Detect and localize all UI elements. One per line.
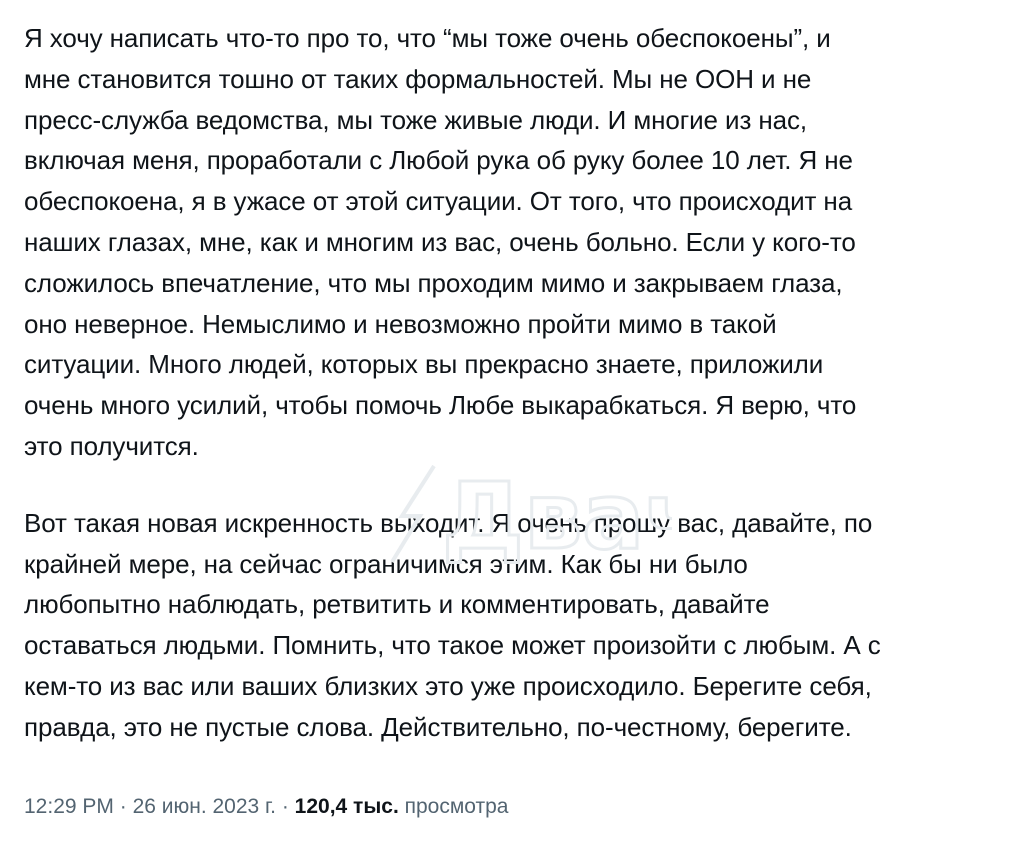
post-paragraph-2: Вот такая новая искренность выходит. Я очень прошу вас, давайте, по крайней мере, на сейчас ограничимся этим. Как бы ни было любопытно наблюдать, ретвитить и комментировать, давайте оставаться людьми. Помнить, что такое может произойти с любым. А с кем-то из вас или ваших близких это уже происходило. Берегите себя, правда, это не пустые слова. Действительно, по-честному, берегите. xyxy=(24,507,881,742)
meta-separator: · xyxy=(113,795,133,818)
post-time[interactable]: 12:29 PM xyxy=(24,795,114,818)
views-label: просмотра xyxy=(404,795,509,818)
meta-separator-2: · xyxy=(275,795,295,818)
post-paragraph-1: Я хочу написать что-то про то, что “мы тоже очень обеспокоены”, и мне становится тошно от таких формальностей. Мы не ООН и не пресс-служба ведомства, мы тоже живые люди. И многие из нас, включая меня, проработали с Любой рука об руку более 10 лет. Я не обеспокоена, я в ужасе от этой ситуации. От того, что происходит на наших глазах, мне, как и многим из вас, очень больно. Если у кого-то сложилось впечатление, что мы проходим мимо и закрываем глаза, оно неверное. Немыслимо и невозможно пройти мимо в такой ситуации. Много людей, которых вы прекрасно знаете, приложили очень много усилий, чтобы помочь Любе выкарабкаться. Я верю, что это получится. xyxy=(24,23,857,461)
post-meta xyxy=(24,795,509,819)
views-count: 120,4 тыс. xyxy=(294,795,399,818)
post-date[interactable]: 26 июн. 2023 г. xyxy=(132,795,276,818)
post-body xyxy=(24,18,1009,748)
watermark-text: Два xyxy=(442,463,645,568)
